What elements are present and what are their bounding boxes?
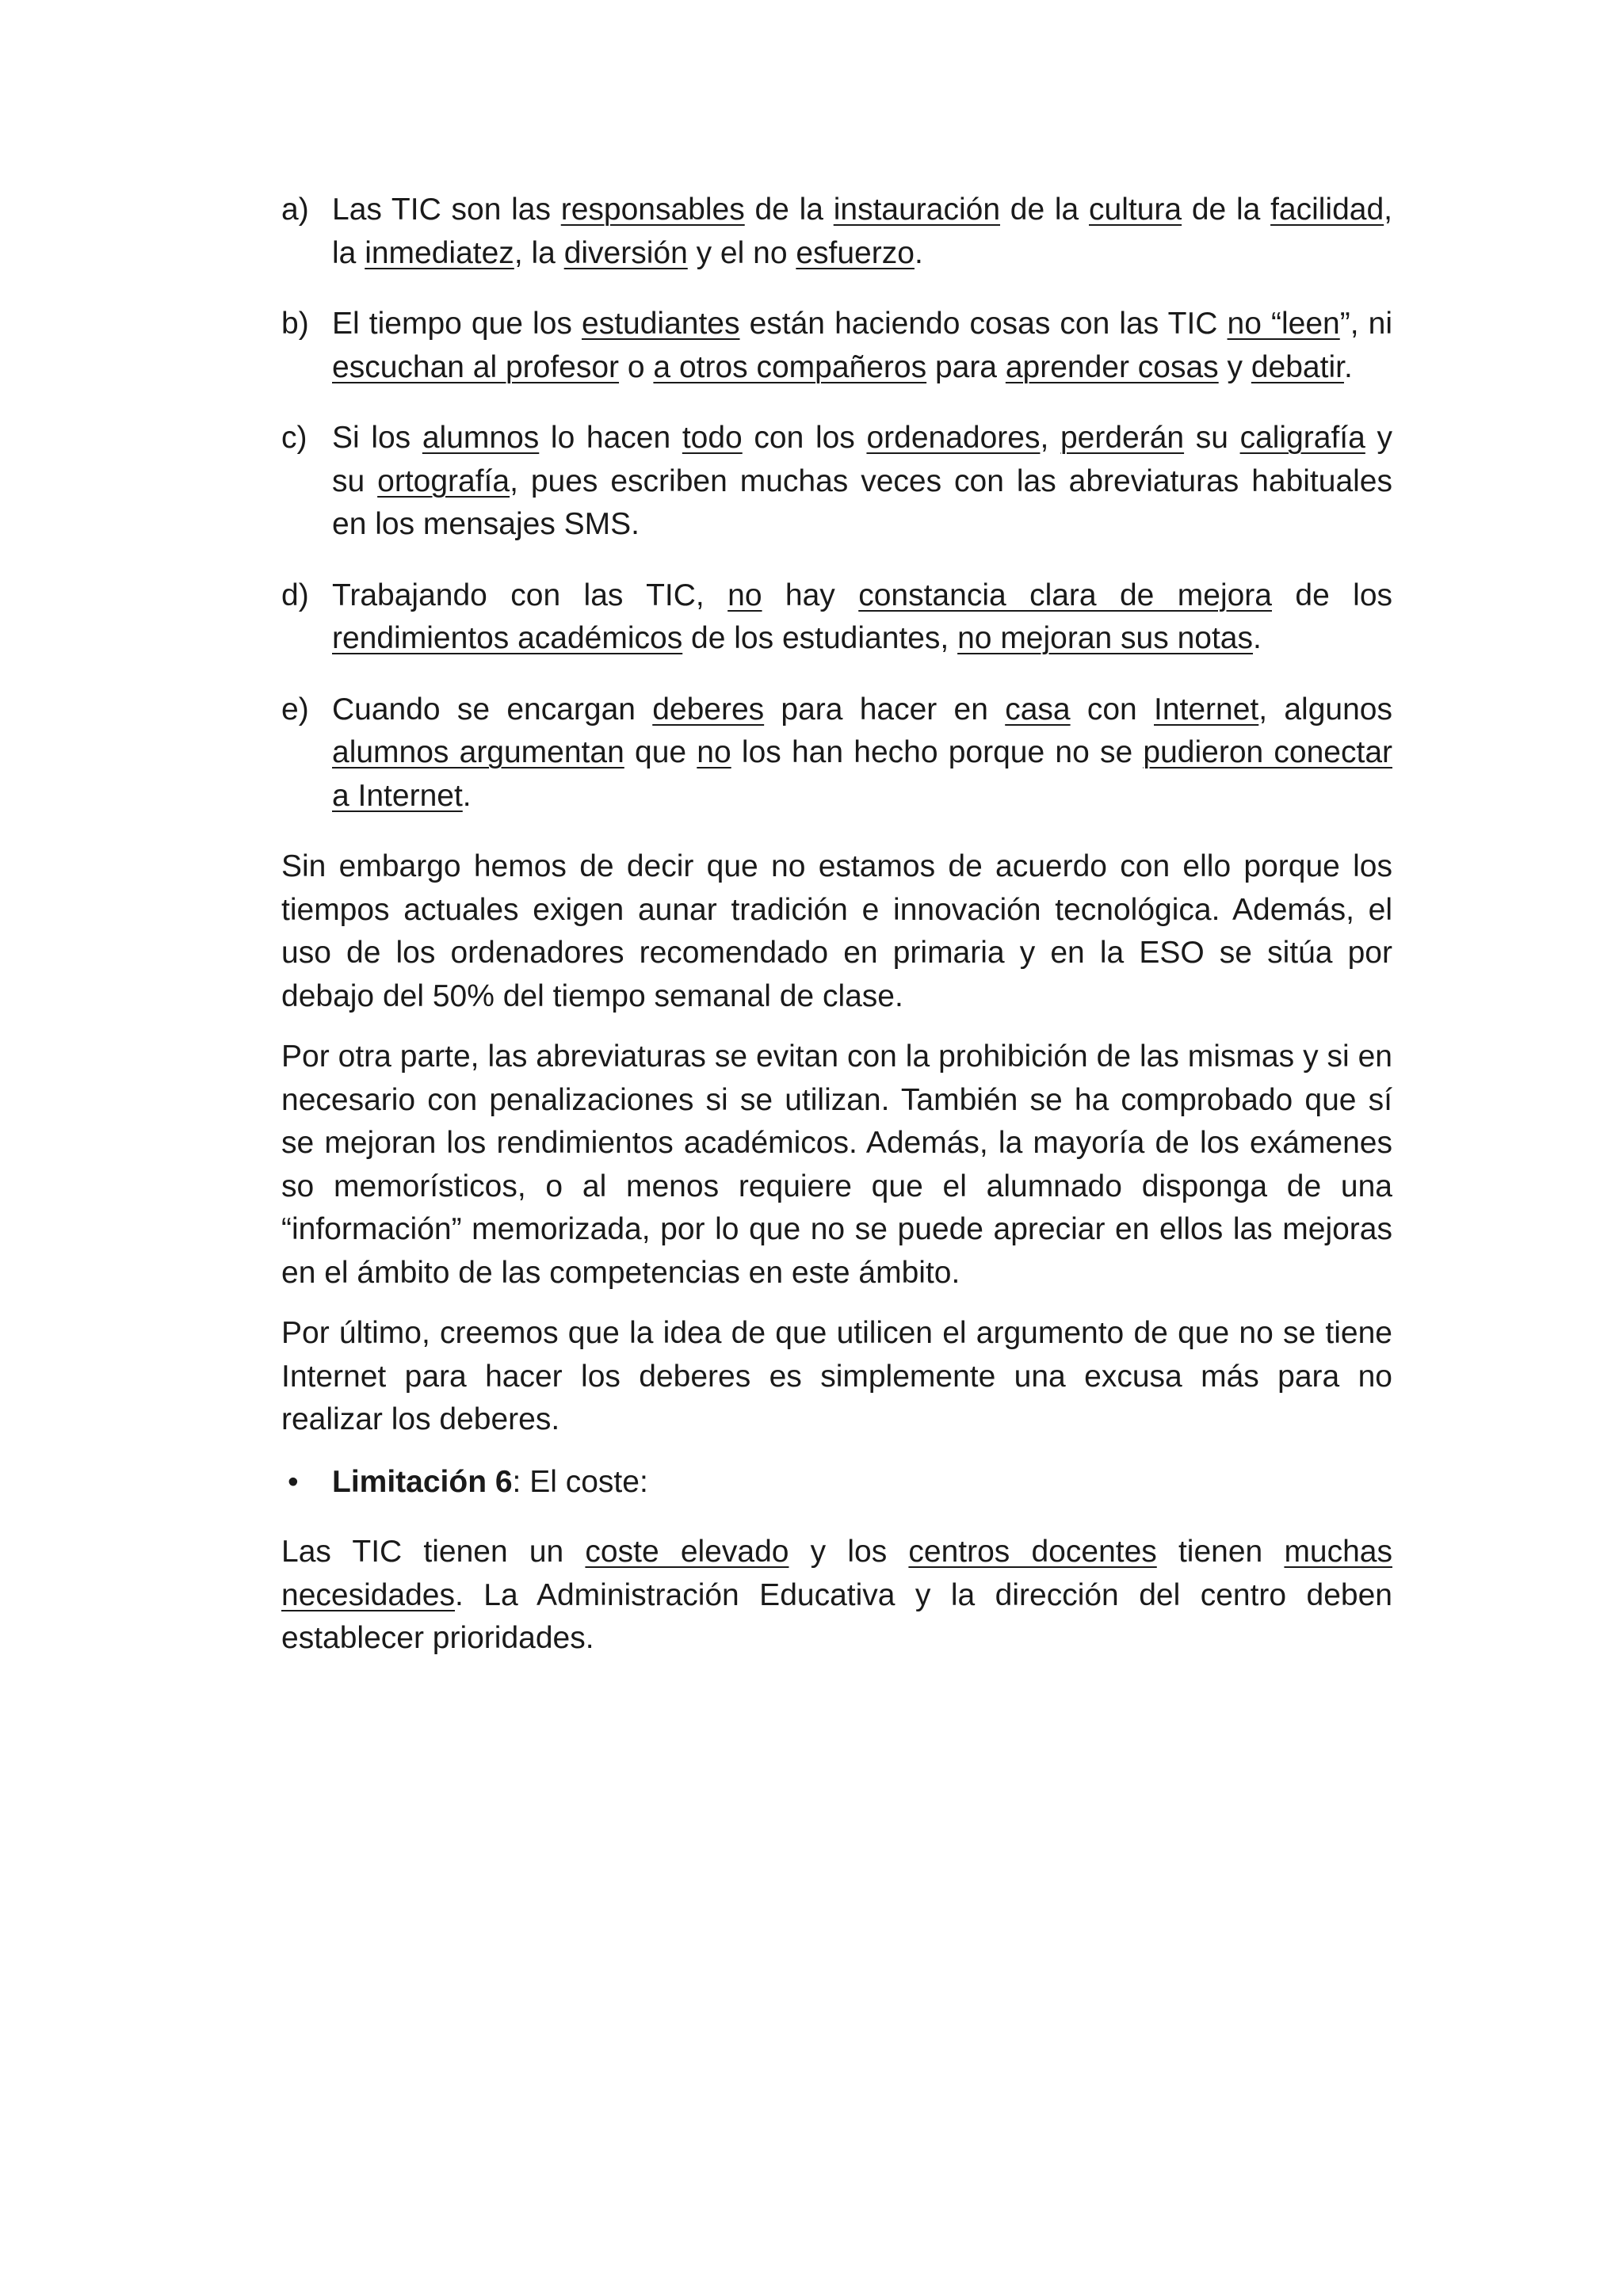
bullet-item	[281, 1461, 1392, 1505]
text-run: con	[1070, 692, 1154, 727]
paragraph: Por último, creemos que la idea de que utilicen el argumento de que no se tiene Internet para hacer los deberes es simplemente una excusa más para no realizar los deberes.	[281, 1316, 1392, 1436]
text-run: Trabajando con las TIC,	[332, 578, 728, 612]
underlined-term: perderán	[1060, 421, 1185, 455]
underlined-term: esfuerzo	[796, 235, 915, 270]
list-item	[281, 417, 1392, 547]
final-paragraph	[281, 1531, 1392, 1661]
underlined-term: rendimientos académicos	[332, 621, 683, 655]
list-marker: a)	[281, 193, 309, 227]
underlined-term: caligrafía	[1239, 421, 1365, 455]
list-item	[281, 574, 1392, 661]
text-run: de la	[1000, 193, 1090, 227]
list-marker: d)	[281, 578, 309, 612]
text-run: Si los	[332, 421, 422, 455]
text-run: Las TIC son las	[332, 193, 561, 227]
list-item	[281, 303, 1392, 389]
paragraph: Sin embargo hemos de decir que no estamos de acuerdo con ello porque los tiempos actuales exigen aunar tradición e innovación tecnológica. Además, el uso de los ordenadores recomendado en primaria y en la ESO se sitúa por debajo del 50% del tiempo semanal de clase.	[281, 849, 1392, 1013]
bullet-icon: •	[288, 1464, 299, 1499]
underlined-term: casa	[1005, 692, 1071, 727]
list-marker: b)	[281, 307, 309, 341]
text-run: .	[462, 778, 472, 813]
text-run: ”, ni	[1339, 307, 1392, 341]
underlined-term: debatir	[1251, 349, 1344, 384]
underlined-term: alumnos	[422, 421, 540, 455]
underlined-term: cultura	[1089, 193, 1182, 227]
underlined-term: muchas necesidades	[281, 1535, 1392, 1612]
text-run: que	[624, 735, 697, 769]
underlined-term: no “leen	[1227, 307, 1340, 341]
text-run: . La Administración Educativa y la dirección del centro deben establecer prioridades.	[281, 1577, 1392, 1655]
text-run: lo hacen	[539, 421, 682, 455]
underlined-term: ordenadores	[866, 421, 1041, 455]
underlined-term: diversión	[563, 235, 688, 270]
underlined-term: constancia clara de mejora	[858, 578, 1272, 612]
underlined-term: Internet	[1154, 692, 1259, 727]
text-run: de la	[1182, 193, 1271, 227]
list-marker: e)	[281, 692, 309, 727]
underlined-term: no	[697, 735, 731, 769]
bullet-text: : El coste:	[512, 1464, 648, 1499]
text-run: .	[1253, 621, 1262, 655]
text-run: tienen	[1156, 1535, 1285, 1569]
underlined-term: facilidad	[1270, 193, 1384, 227]
underlined-term: no mejoran sus notas	[957, 621, 1253, 655]
underlined-term: instauración	[833, 193, 1001, 227]
text-run: El tiempo que los	[332, 307, 582, 341]
underlined-term: todo	[682, 421, 743, 455]
bullet-heading: Limitación 6	[332, 1464, 513, 1499]
underlined-term: inmediatez	[365, 235, 514, 270]
underlined-term: ortografía	[377, 463, 510, 498]
text-run: para hacer en	[764, 692, 1006, 727]
list-item	[281, 189, 1392, 275]
text-run: ,	[1040, 421, 1060, 455]
underlined-term: alumnos argumentan	[332, 735, 624, 769]
text-run: Las TIC tienen un	[281, 1535, 586, 1569]
text-run: y el no	[687, 235, 796, 270]
text-run: , la	[514, 235, 564, 270]
text-run: o	[619, 349, 654, 384]
text-run: de los estudiantes,	[682, 621, 958, 655]
text-run: con los	[742, 421, 867, 455]
document-page	[281, 189, 1392, 1678]
underlined-term: deberes	[652, 692, 765, 727]
text-run: , la	[332, 193, 1393, 270]
text-run: , pues escriben muchas veces con las abreviaturas habituales en los mensajes SMS.	[332, 463, 1393, 541]
text-run: y los	[789, 1535, 909, 1569]
underlined-term: pudieron conectar a Internet	[332, 735, 1392, 813]
list-item	[281, 688, 1392, 818]
text-run: Cuando se encargan	[332, 692, 653, 727]
underlined-term: coste elevado	[585, 1535, 789, 1569]
text-run: su	[1184, 421, 1240, 455]
underlined-term: aprender cosas	[1005, 349, 1219, 384]
underlined-term: centros docentes	[908, 1535, 1157, 1569]
text-run: hay	[762, 578, 859, 612]
underlined-term: a otros compañeros	[653, 349, 927, 384]
underlined-term: no	[727, 578, 762, 612]
text-run: los han hecho porque no se	[731, 735, 1144, 769]
text-run: .	[914, 235, 923, 270]
paragraph: Por otra parte, las abreviaturas se evitan con la prohibición de las mismas y si en necesario con penalizaciones si se utilizan. También se ha comprobado que sí se mejoran los rendimientos académicos. Además, la mayoría de los exámenes so memorísticos, o al menos requiere que el alumnado disponga de una “información” memorizada, por lo que no se puede apreciar en ellos las mejoras en el ámbito de las competencias en este ámbito.	[281, 1039, 1392, 1290]
text-run: para	[926, 349, 1006, 384]
text-run: de la	[744, 193, 834, 227]
text-run: están haciendo cosas con las TIC	[739, 307, 1228, 341]
underlined-term: estudiantes	[582, 307, 740, 341]
text-run: y	[1218, 349, 1251, 384]
lettered-list	[281, 189, 1392, 818]
underlined-term: responsables	[560, 193, 745, 227]
text-run: y su	[332, 421, 1392, 498]
underlined-term: escuchan al profesor	[332, 349, 620, 384]
list-marker: c)	[281, 421, 307, 455]
text-run: de los	[1271, 578, 1393, 612]
text-run: .	[1343, 349, 1353, 384]
text-run: , algunos	[1258, 692, 1392, 727]
